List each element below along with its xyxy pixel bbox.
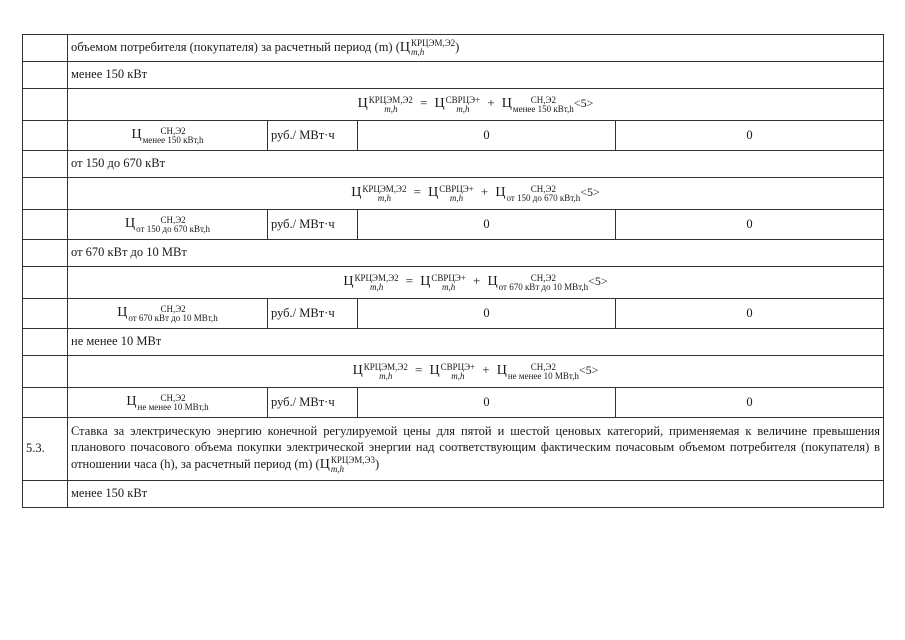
symbol-sup: СВРЦЭ+ — [431, 272, 466, 283]
value-name-cell — [68, 299, 268, 329]
section-title: не менее 10 МВт — [68, 329, 884, 356]
symbol-sub: m,h — [330, 463, 345, 474]
symbol-sup: КРЦЭМ,Э2 — [411, 38, 456, 49]
symbol-base: Ц — [429, 363, 440, 379]
number-cell-empty — [23, 62, 68, 89]
symbol-sub: m,h — [451, 370, 465, 381]
symbol-base: Ц — [351, 185, 362, 201]
plus-sign: + — [480, 184, 489, 200]
formula-term-2 — [495, 184, 580, 202]
symbol-sup: КРЦЭМ,Э2 — [354, 272, 399, 283]
value-cell-2: 0 — [616, 388, 884, 418]
formula-cell — [68, 267, 884, 299]
item-number: 5.3. — [23, 418, 68, 481]
symbol-sup: СН,Э2 — [530, 183, 556, 194]
unit-cell: руб./ МВт·ч — [268, 210, 358, 240]
plus-sign: + — [487, 95, 495, 111]
symbol-sub: m,h — [379, 370, 393, 381]
symbol-base: Ц — [501, 96, 512, 112]
plus-sign: + — [473, 273, 481, 289]
symbol-sup: СН,Э2 — [160, 392, 186, 403]
symbol-sup: СН,Э2 — [160, 125, 186, 136]
symbol-sub: не менее 10 МВт,h — [507, 370, 579, 381]
symbol-sub: менее 150 кВт,h — [142, 134, 204, 145]
formula-cell — [68, 178, 884, 210]
number-cell-empty — [23, 89, 68, 121]
number-cell-empty — [23, 299, 68, 329]
symbol-sub: m,h — [449, 192, 464, 203]
footnote-ref: <5> — [573, 96, 594, 111]
value-symbol — [131, 126, 203, 144]
symbol-sub: от 670 кВт до 10 МВт,h — [498, 281, 589, 292]
symbol-base: Ц — [434, 96, 445, 112]
number-cell-empty — [23, 267, 68, 299]
symbol-base: Ц — [117, 305, 128, 321]
formula-term-1 — [428, 184, 474, 202]
formula-cell — [68, 89, 884, 121]
number-cell-empty — [23, 388, 68, 418]
value-cell-1: 0 — [358, 210, 616, 240]
value-symbol — [117, 304, 218, 322]
item-symbol — [320, 456, 375, 474]
value-cell-1: 0 — [358, 121, 616, 151]
formula-term-1 — [420, 273, 466, 291]
symbol-sub: m,h — [456, 103, 470, 114]
symbol-base: Ц — [352, 363, 363, 379]
item-text: Ставка за электрическую энергию конечной регулируемой цены для пятой и шестой ценовых категорий, применяемая к величине превышения планового почасового объема покупки электрической энергии над соответствующим фактическим почасовым объемом потребителя (покупателя) в отношении часа (h), за расчетный период (m) ( — [71, 424, 881, 471]
symbol-sup: КРЦЭМ,Э2 — [362, 183, 407, 194]
section-title: менее 150 кВт — [68, 62, 884, 89]
symbol-base: Ц — [399, 39, 410, 55]
unit-cell: руб./ МВт·ч — [268, 121, 358, 151]
value-cell-1: 0 — [358, 299, 616, 329]
intro-row — [23, 35, 884, 62]
symbol-base: Ц — [125, 216, 136, 232]
item-close: ) — [374, 456, 380, 471]
symbol-base: Ц — [343, 274, 354, 290]
section-title: от 150 до 670 кВт — [68, 151, 884, 178]
footnote-ref: <5> — [580, 185, 600, 200]
footnote-ref: <5> — [588, 274, 608, 289]
unit-cell: руб./ МВт·ч — [268, 299, 358, 329]
formula-cell — [68, 356, 884, 388]
footnote-ref: <5> — [578, 363, 599, 378]
symbol-sub: от 150 до 670 кВт,h — [136, 223, 210, 234]
price-symbol — [400, 39, 455, 57]
equals-sign: = — [420, 95, 428, 111]
formula-term-1 — [435, 95, 481, 113]
equals-sign: = — [414, 362, 423, 378]
number-cell-empty — [23, 240, 68, 267]
symbol-base: Ц — [496, 363, 507, 379]
symbol-base: Ц — [131, 127, 142, 143]
symbol-base: Ц — [357, 96, 368, 112]
number-cell-empty — [23, 481, 68, 508]
formula-term-2 — [488, 273, 589, 291]
value-cell-1: 0 — [358, 388, 616, 418]
section-title-row — [23, 329, 884, 356]
symbol-sup: СВРЦЭ+ — [440, 361, 476, 372]
value-name-cell — [68, 388, 268, 418]
value-row — [23, 388, 884, 418]
number-cell-empty — [23, 151, 68, 178]
plus-sign: + — [482, 362, 490, 378]
intro-text-cell — [68, 35, 884, 62]
symbol-sub: m,h — [411, 47, 425, 58]
tariff-table — [22, 34, 884, 508]
value-row — [23, 121, 884, 151]
value-cell-2: 0 — [616, 210, 884, 240]
section-title-row — [23, 62, 884, 89]
value-cell-2: 0 — [616, 121, 884, 151]
formula-lhs — [343, 273, 398, 291]
equals-sign: = — [405, 273, 414, 289]
symbol-base: Ц — [487, 274, 498, 290]
equals-sign: = — [413, 184, 421, 200]
symbol-base: Ц — [428, 185, 439, 201]
section-title-row — [23, 481, 884, 508]
symbol-sup: СН,Э2 — [530, 94, 556, 105]
symbol-sub: от 150 до 670 кВт,h — [506, 192, 581, 203]
value-cell-2: 0 — [616, 299, 884, 329]
formula-term-2 — [502, 95, 574, 113]
formula-row — [23, 89, 884, 121]
number-cell-empty — [23, 356, 68, 388]
symbol-sub: m,h — [377, 192, 392, 203]
symbol-base: Ц — [319, 456, 330, 472]
section-title: менее 150 кВт — [68, 481, 884, 508]
number-cell-empty — [23, 35, 68, 62]
item-text-cell — [68, 418, 884, 481]
intro-close: ) — [455, 39, 460, 54]
formula-term-2 — [497, 362, 579, 380]
formula-lhs — [353, 362, 408, 380]
value-symbol — [125, 215, 210, 233]
number-cell-empty — [23, 121, 68, 151]
section-title-row — [23, 240, 884, 267]
symbol-sup: КРЦЭМ,Э3 — [330, 454, 375, 465]
number-cell-empty — [23, 210, 68, 240]
symbol-sup: СН,Э2 — [530, 361, 556, 372]
unit-cell: руб./ МВт·ч — [268, 388, 358, 418]
symbol-sub: от 670 кВт до 10 МВт,h — [128, 312, 218, 323]
symbol-sub: менее 150 кВт,h — [512, 103, 574, 114]
section-title: от 670 кВт до 10 МВт — [68, 240, 884, 267]
value-symbol — [126, 393, 208, 411]
symbol-sub: m,h — [384, 103, 398, 114]
value-row — [23, 210, 884, 240]
symbol-sup: СН,Э2 — [530, 272, 556, 283]
symbol-sup: СН,Э2 — [160, 303, 186, 314]
item-row — [23, 418, 884, 481]
formula-term-1 — [429, 362, 475, 380]
value-name-cell — [68, 210, 268, 240]
intro-text: объемом потребителя (покупателя) за расчетный период (m) ( — [71, 39, 400, 54]
formula-lhs — [351, 184, 406, 202]
symbol-sub: m,h — [442, 281, 456, 292]
number-cell-empty — [23, 178, 68, 210]
symbol-base: Ц — [126, 394, 137, 410]
symbol-sub: m,h — [369, 281, 384, 292]
number-cell-empty — [23, 329, 68, 356]
formula-row — [23, 178, 884, 210]
value-row — [23, 299, 884, 329]
symbol-sub: не менее 10 МВт,h — [137, 401, 209, 412]
section-title-row — [23, 151, 884, 178]
symbol-base: Ц — [495, 185, 506, 201]
symbol-sup: СВРЦЭ+ — [439, 183, 474, 194]
formula-row — [23, 267, 884, 299]
formula-lhs — [358, 95, 413, 113]
formula-row — [23, 356, 884, 388]
value-name-cell — [68, 121, 268, 151]
symbol-sup: КРЦЭМ,Э2 — [363, 361, 408, 372]
symbol-sup: КРЦЭМ,Э2 — [368, 94, 413, 105]
symbol-sup: СВРЦЭ+ — [445, 94, 481, 105]
symbol-base: Ц — [420, 274, 431, 290]
symbol-sup: СН,Э2 — [160, 214, 186, 225]
